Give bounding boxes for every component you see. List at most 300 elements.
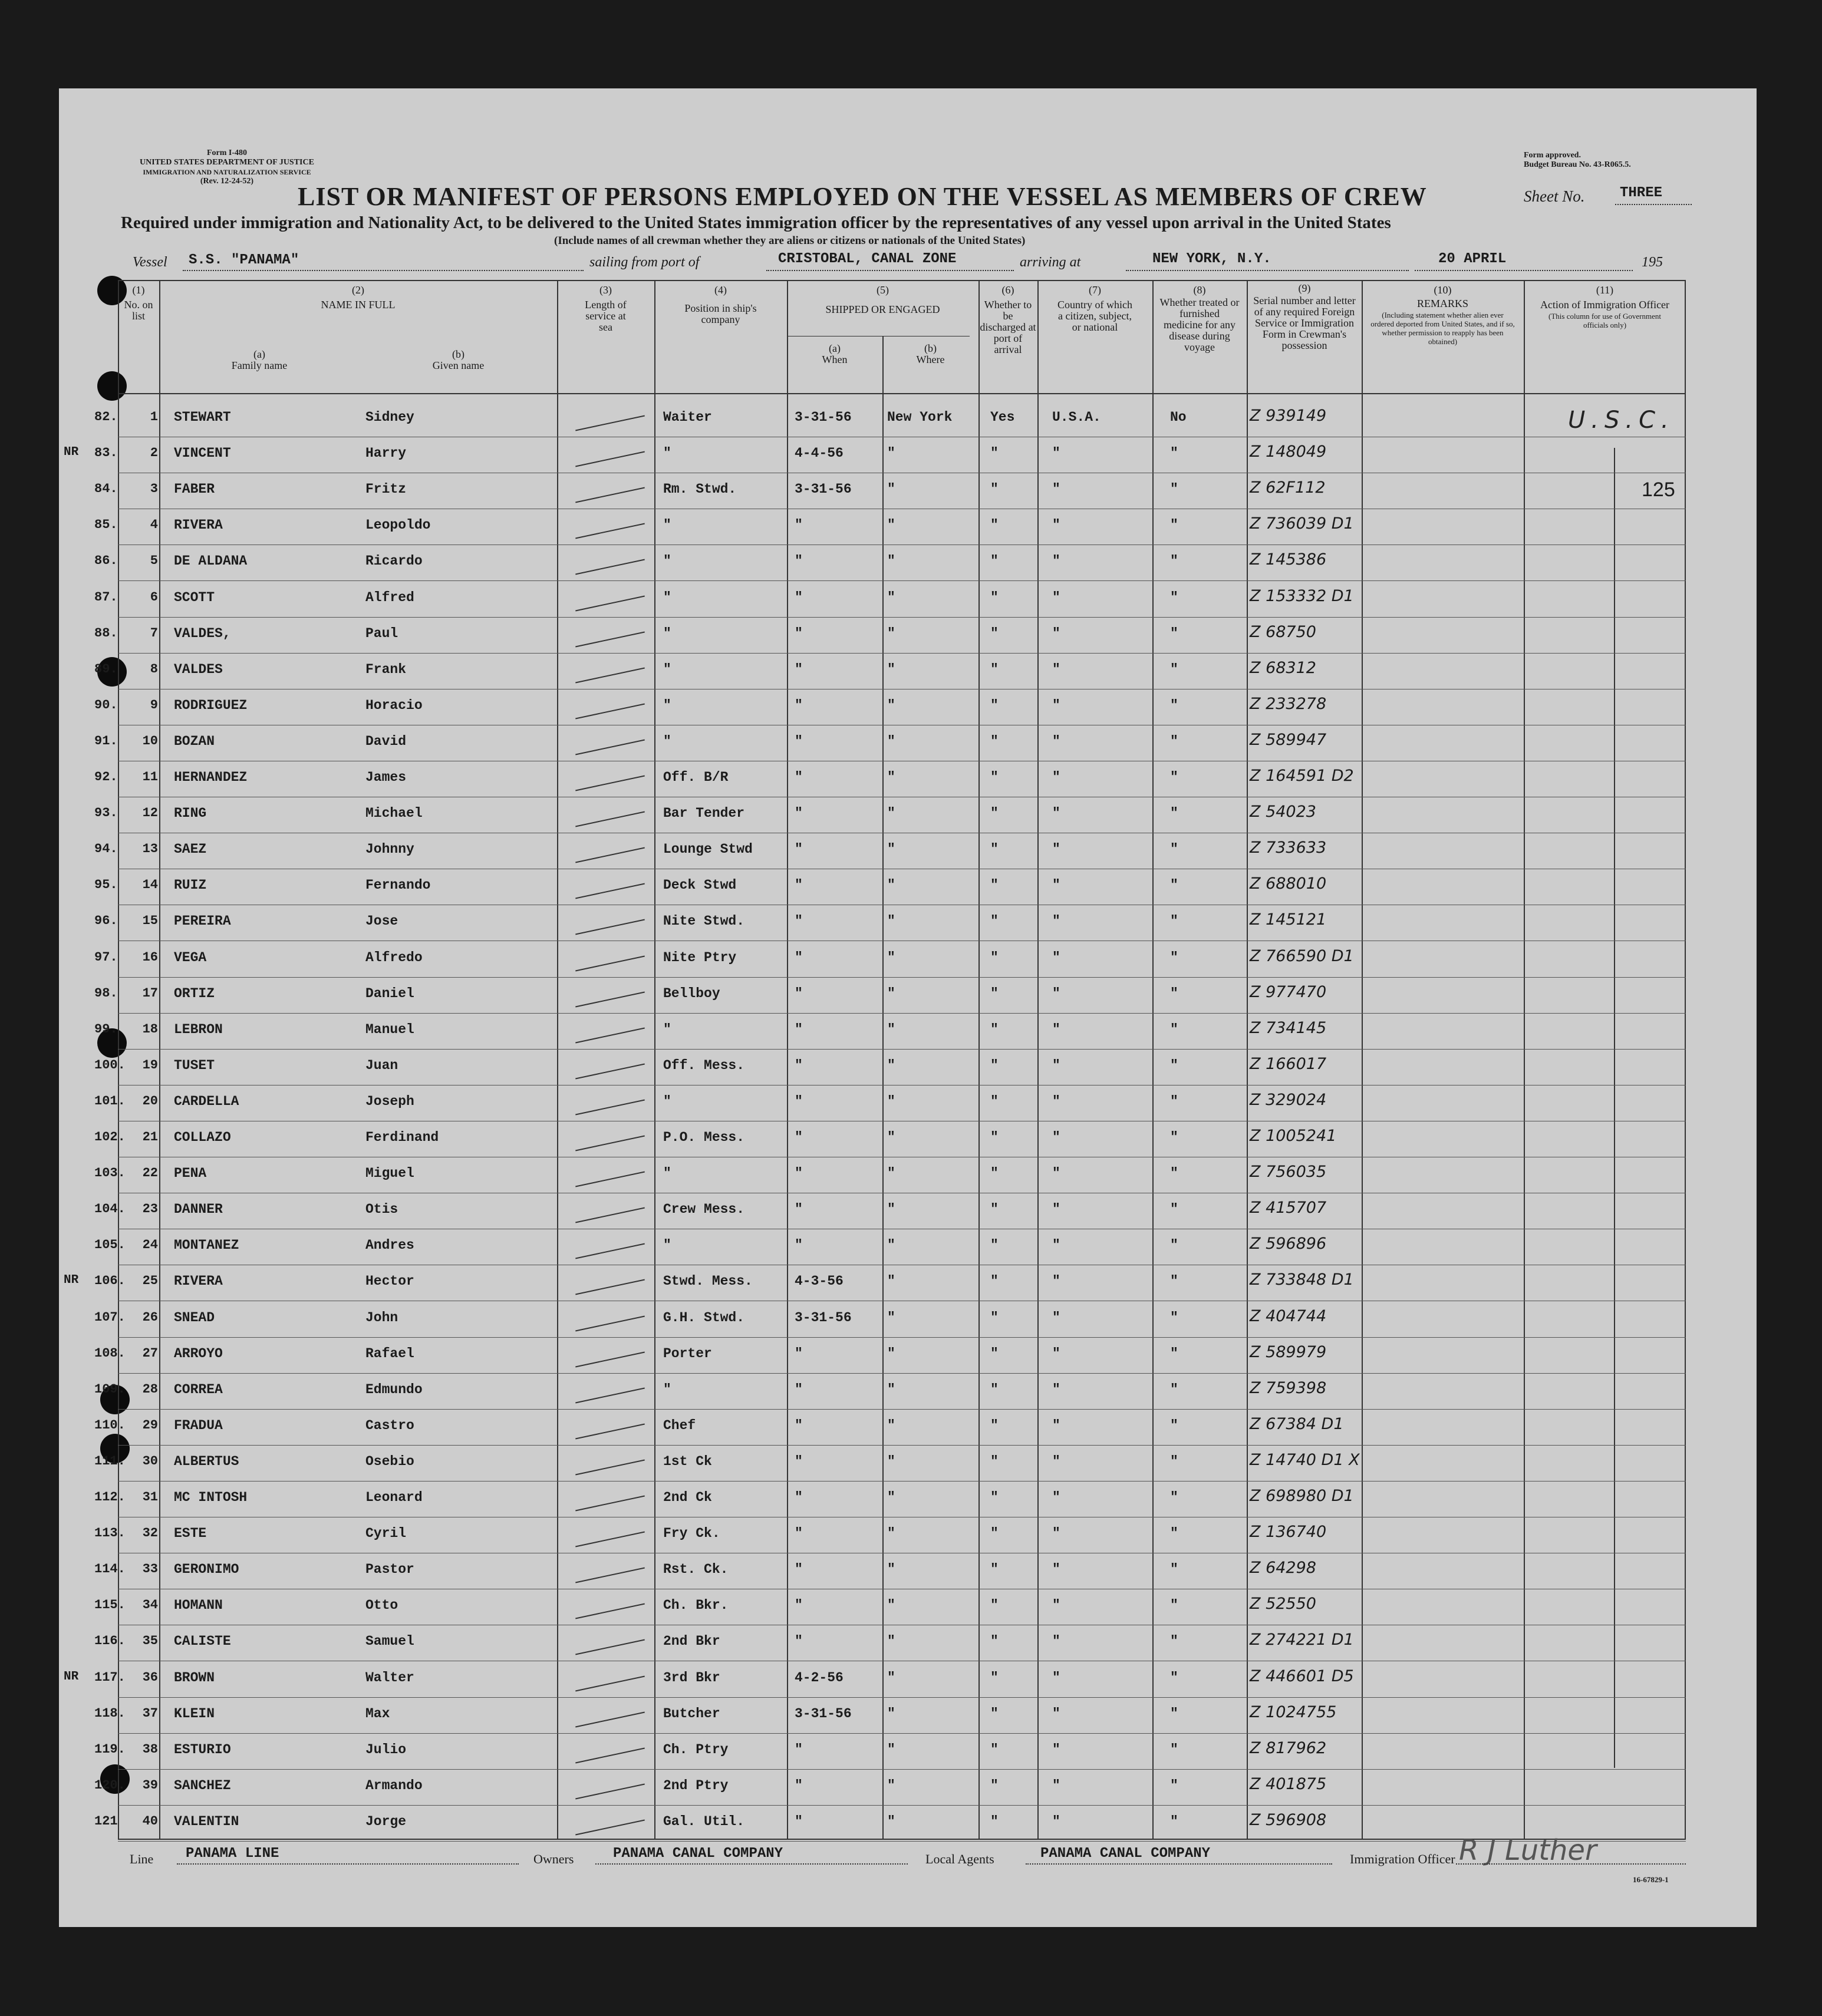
row-discharge: " [990,1417,999,1433]
row-where: " [887,1705,895,1721]
row-list-number: 32 [142,1526,158,1541]
row-discharge: " [990,1130,999,1145]
row-serial: Z 759398 [1250,1378,1327,1397]
row-when: " [795,1021,803,1037]
row-rule [118,1013,1686,1014]
row-list-number: 26 [142,1309,158,1325]
row-when: " [795,1130,803,1145]
row-country: " [1052,481,1060,497]
row-medicine: " [1170,446,1178,461]
row-discharge: " [990,1273,999,1289]
row-discharge: " [990,481,999,497]
row-medicine: " [1170,1634,1178,1649]
row-serial: Z 734145 [1250,1018,1327,1037]
owners-value: PANAMA CANAL COMPANY [613,1846,783,1862]
row-country: " [1052,1273,1060,1289]
row-country: " [1052,553,1060,569]
approval-info [1524,151,1631,170]
row-when: " [795,1345,803,1361]
sheet-underline [1615,204,1692,205]
row-family: SCOTT [174,589,215,605]
row-list-number: 13 [142,842,158,857]
row-medicine: " [1170,1453,1178,1469]
row-country: " [1052,446,1060,461]
row-country: " [1052,1813,1060,1829]
column-rule [1152,280,1154,1839]
row-medicine: " [1170,913,1178,929]
count-annotation: 125 [1642,479,1675,501]
agents-label: Local Agents [925,1852,994,1866]
column-rule [1685,280,1686,1839]
row-where: " [887,1021,895,1037]
row-medicine: " [1170,517,1178,533]
row-position: 3rd Bkr [663,1669,720,1685]
row-list-number: 3 [150,481,158,497]
row-family: MONTANEZ [174,1238,239,1253]
row-country: " [1052,625,1060,641]
row-given: Fernando [365,877,431,893]
row-margin-number: 89. [94,661,118,677]
row-margin-number: 82. [94,410,118,424]
col2a-header [159,349,360,371]
row-where: New York [887,410,953,425]
row-serial: Z 977470 [1250,982,1327,1001]
col11-header [1527,285,1683,329]
row-when: " [795,877,803,893]
col11-label: Action of Immigration Officer [1540,299,1670,311]
row-family: BOZAN [174,733,215,749]
row-family: RIVERA [174,1273,223,1289]
col5b-label: Where [916,354,945,365]
row-serial: Z 1005241 [1250,1127,1337,1145]
row-when: " [795,517,803,533]
row-position: " [663,1021,671,1037]
row-country: " [1052,1238,1060,1253]
row-discharge: " [990,985,999,1001]
row-discharge: " [990,1813,999,1829]
row-given: Alfred [365,589,414,605]
row-family: PEREIRA [174,913,231,929]
col1-header [118,285,159,322]
row-list-number: 38 [142,1741,158,1757]
row-where: " [887,1417,895,1433]
row-family: COLLAZO [174,1130,231,1145]
row-country: " [1052,1130,1060,1145]
col8-label: Whether treated or furnished medicine for any disease during voyage [1159,296,1240,353]
row-when: " [795,1166,803,1182]
row-margin-number: 120. [94,1777,126,1793]
row-list-number: 2 [150,446,158,461]
row-margin-number: 114. [94,1562,126,1577]
row-where: " [887,733,895,749]
row-serial: Z 401875 [1250,1774,1327,1793]
row-margin-number: 85. [94,517,118,533]
row-medicine: " [1170,1166,1178,1182]
usc-annotation: U.S.C. [1568,407,1675,434]
row-rule [118,1445,1686,1446]
row-discharge: " [990,1777,999,1793]
row-medicine: " [1170,553,1178,569]
line-value: PANAMA LINE [186,1846,279,1862]
row-position: Ch. Bkr. [663,1598,729,1614]
row-rule [118,1409,1686,1410]
row-position: Bar Tender [663,806,745,821]
row-position: Chef [663,1417,696,1433]
row-given: Leopoldo [365,517,431,533]
row-medicine: " [1170,1526,1178,1542]
row-serial: Z 164591 D2 [1250,767,1354,785]
table-bottom-border [118,1839,1686,1840]
row-discharge: " [990,770,999,785]
row-discharge: " [990,1057,999,1073]
row-where: " [887,1093,895,1109]
row-family: ORTIZ [174,985,215,1001]
row-when: 4-2-56 [795,1669,844,1685]
row-when: " [795,553,803,569]
row-list-number: 12 [142,806,158,821]
sailing-port: CRISTOBAL, CANAL ZONE [778,251,957,267]
row-margin-number: 90. [94,697,118,712]
row-serial: Z 589947 [1250,730,1327,749]
row-serial: Z 817962 [1250,1738,1327,1757]
row-medicine: " [1170,1309,1178,1325]
row-margin-number: 111. [94,1453,126,1469]
col5-label: SHIPPED OR ENGAGED [825,303,940,315]
row-given: Leonard [365,1490,423,1505]
row-medicine: " [1170,1598,1178,1614]
row-when: " [795,697,803,713]
row-family: GERONIMO [174,1562,239,1578]
port-underline [766,270,1014,271]
row-where: " [887,985,895,1001]
row-country: " [1052,1417,1060,1433]
row-family: FABER [174,481,215,497]
row-position: Off. Mess. [663,1057,745,1073]
row-prefix: NR [64,446,79,460]
row-rule [118,1373,1686,1374]
row-when: " [795,806,803,821]
row-family: BROWN [174,1669,215,1685]
row-when: 3-31-56 [795,1309,852,1325]
row-serial: Z 415707 [1250,1199,1327,1217]
row-margin-number: 87. [94,589,118,605]
row-position: Gal. Util. [663,1813,745,1829]
row-serial: Z 766590 D1 [1250,946,1354,965]
row-country: " [1052,1634,1060,1649]
row-discharge: " [990,1705,999,1721]
col1-label: No. on list [124,299,153,322]
approval-line1: Form approved. [1524,151,1581,160]
row-discharge: " [990,1453,999,1469]
row-given: Juan [365,1057,398,1073]
row-country: U.S.A. [1052,410,1101,425]
row-where: " [887,1057,895,1073]
column-rule [654,280,655,1839]
row-when: " [795,1813,803,1829]
row-given: Joseph [365,1093,414,1109]
row-discharge: " [990,697,999,713]
row-given: Ferdinand [365,1130,439,1145]
row-discharge: " [990,913,999,929]
row-given: Frank [365,661,407,677]
row-where: " [887,949,895,965]
row-list-number: 30 [142,1453,158,1469]
row-margin-number: 96. [94,913,118,929]
column-rule [978,280,980,1839]
row-where: " [887,806,895,821]
row-serial: Z 64298 [1250,1559,1316,1578]
row-margin-number: 115. [94,1598,126,1613]
row-when: " [795,1202,803,1217]
row-position: " [663,697,671,713]
row-list-number: 40 [142,1813,158,1829]
row-medicine: " [1170,1021,1178,1037]
row-when: " [795,1634,803,1649]
row-where: " [887,625,895,641]
row-medicine: " [1170,1669,1178,1685]
row-margin-number: 99. [94,1021,118,1037]
row-country: " [1052,1381,1060,1397]
row-margin-number: 118. [94,1705,126,1721]
row-family: LEBRON [174,1021,223,1037]
row-family: VINCENT [174,446,231,461]
row-where: " [887,517,895,533]
row-where: " [887,877,895,893]
row-serial: Z 14740 D1 X [1250,1450,1360,1469]
row-position: " [663,1166,671,1182]
owners-underline [595,1863,908,1865]
row-given: Rafael [365,1345,414,1361]
row-given: Jorge [365,1813,407,1829]
row-family: VALENTIN [174,1813,239,1829]
row-position: Off. B/R [663,770,729,785]
sheet-label: Sheet No. [1524,187,1585,205]
col8-header [1155,285,1244,353]
row-family: SNEAD [174,1309,215,1325]
row-family: HERNANDEZ [174,770,248,785]
row-position: Rm. Stwd. [663,481,737,497]
col4-label: Position in ship's company [684,302,757,325]
col2b-header [360,349,557,371]
row-margin-number: 100. [94,1057,126,1073]
print-code: 16-67829-1 [1633,1875,1669,1884]
row-where: " [887,1562,895,1578]
revision: (Rev. 12-24-52) [200,177,254,186]
agents-value: PANAMA CANAL COMPANY [1040,1846,1211,1862]
row-position: " [663,1381,671,1397]
row-when: 3-31-56 [795,481,852,497]
col7-num: (7) [1089,284,1101,296]
row-where: " [887,1453,895,1469]
col5b-num: (b) [924,342,937,354]
row-discharge: " [990,553,999,569]
row-given: Sidney [365,410,414,425]
row-list-number: 22 [142,1166,158,1181]
row-when: " [795,661,803,677]
row-list-number: 15 [142,913,158,929]
row-given: Cyril [365,1526,407,1542]
col9-num: (9) [1298,282,1311,294]
arrival-port: NEW YORK, N.Y. [1152,251,1271,267]
row-country: " [1052,1093,1060,1109]
col2b-num: (b) [452,348,464,360]
row-when: " [795,1057,803,1073]
row-family: CORREA [174,1381,223,1397]
row-family: HOMANN [174,1598,223,1614]
row-serial: Z 736039 D1 [1250,514,1354,533]
row-medicine: " [1170,589,1178,605]
row-given: Hector [365,1273,414,1289]
line-label: Line [130,1852,154,1866]
row-when: " [795,1777,803,1793]
row-medicine: " [1170,1238,1178,1253]
row-medicine: " [1170,1381,1178,1397]
row-family: RUIZ [174,877,207,893]
row-country: " [1052,877,1060,893]
row-when: " [795,1490,803,1505]
col6-num: (6) [1001,284,1014,296]
row-discharge: " [990,1309,999,1325]
row-serial: Z 52550 [1250,1595,1316,1614]
col2b-label: Given name [432,359,485,371]
row-serial: Z 148049 [1250,443,1327,461]
row-where: " [887,697,895,713]
row-family: CARDELLA [174,1093,239,1109]
row-family: ALBERTUS [174,1453,239,1469]
row-family: SANCHEZ [174,1777,231,1793]
row-discharge: Yes [990,410,1015,425]
row-list-number: 23 [142,1202,158,1217]
col1-num: (1) [132,284,145,296]
col5a-label: When [822,354,848,365]
row-country: " [1052,985,1060,1001]
row-given: Harry [365,446,407,461]
row-family: VEGA [174,949,207,965]
row-given: David [365,733,407,749]
row-list-number: 29 [142,1417,158,1433]
row-discharge: " [990,1093,999,1109]
arrival-date: 20 APRIL [1438,251,1507,267]
col5-num: (5) [877,284,889,296]
row-medicine: " [1170,1490,1178,1505]
col2-label: NAME IN FULL [321,299,396,311]
row-position: Crew Mess. [663,1202,745,1217]
row-where: " [887,1166,895,1182]
arriving-label: arriving at [1020,255,1081,270]
row-serial: Z 136740 [1250,1523,1327,1542]
punch-hole [97,371,127,401]
form-info [124,149,330,186]
row-serial: Z 145386 [1250,550,1327,569]
row-serial: Z 166017 [1250,1054,1327,1073]
row-discharge: " [990,1166,999,1182]
row-discharge: " [990,661,999,677]
row-where: " [887,1345,895,1361]
row-given: Max [365,1705,390,1721]
row-where: " [887,481,895,497]
row-medicine: " [1170,625,1178,641]
row-list-number: 28 [142,1381,158,1397]
row-when: " [795,1453,803,1469]
row-discharge: " [990,1669,999,1685]
row-country: " [1052,1669,1060,1685]
row-family: TUSET [174,1057,215,1073]
row-medicine: " [1170,877,1178,893]
row-position: Rst. Ck. [663,1562,729,1578]
row-margin-number: 105. [94,1238,126,1253]
vessel-label: Vessel [133,255,167,270]
col5a-num: (a) [829,342,841,354]
row-given: Edmundo [365,1381,423,1397]
col6-header [980,285,1036,355]
row-where: " [887,770,895,785]
row-given: Paul [365,625,398,641]
row-country: " [1052,1057,1060,1073]
row-rule [118,1841,1686,1842]
row-serial: Z 62F112 [1250,479,1326,497]
row-serial: Z 68312 [1250,658,1316,677]
row-margin-number: 117. [94,1669,126,1685]
row-serial: Z 756035 [1250,1163,1327,1182]
form-subtitle: Required under immigration and Nationality Act, to be delivered to the United States immigration officer by the representatives of any vessel upon arrival in the United States [121,213,1391,232]
row-where: " [887,1634,895,1649]
row-country: " [1052,1021,1060,1037]
row-rule [118,580,1686,581]
row-given: Jose [365,913,398,929]
row-medicine: " [1170,1057,1178,1073]
col9-label: Serial number and letter of any required Foreign Service or Immigration Form in Crewman's possession [1253,295,1356,351]
row-given: Pastor [365,1562,414,1578]
row-country: " [1052,806,1060,821]
row-where: " [887,589,895,605]
service: IMMIGRATION AND NATURALIZATION SERVICE [143,168,311,176]
row-when: " [795,949,803,965]
row-position: P.O. Mess. [663,1130,745,1145]
row-family: SAEZ [174,842,207,857]
row-family: FRADUA [174,1417,223,1433]
row-rule [118,1733,1686,1734]
row-country: " [1052,770,1060,785]
row-given: Fritz [365,481,407,497]
row-margin-number: 95. [94,877,118,893]
row-rule [118,1481,1686,1482]
row-when: " [795,1381,803,1397]
row-position: " [663,589,671,605]
row-family: KLEIN [174,1705,215,1721]
date-underline [1415,270,1633,271]
row-when: 4-4-56 [795,446,844,461]
row-list-number: 34 [142,1598,158,1613]
row-margin-number: 98. [94,985,118,1001]
col8-num: (8) [1193,284,1206,296]
row-position: " [663,733,671,749]
row-when: " [795,985,803,1001]
row-where: " [887,1130,895,1145]
row-list-number: 5 [150,553,158,569]
row-rule [118,653,1686,654]
row-list-number: 11 [142,770,158,784]
row-country: " [1052,1777,1060,1793]
column-rule [1362,280,1363,1839]
row-rule [118,977,1686,978]
row-country: " [1052,517,1060,533]
row-position: " [663,446,671,461]
row-family: VALDES, [174,625,231,641]
row-where: " [887,1273,895,1289]
row-rule [118,1805,1686,1806]
row-serial: Z 589979 [1250,1342,1327,1361]
row-list-number: 17 [142,985,158,1001]
